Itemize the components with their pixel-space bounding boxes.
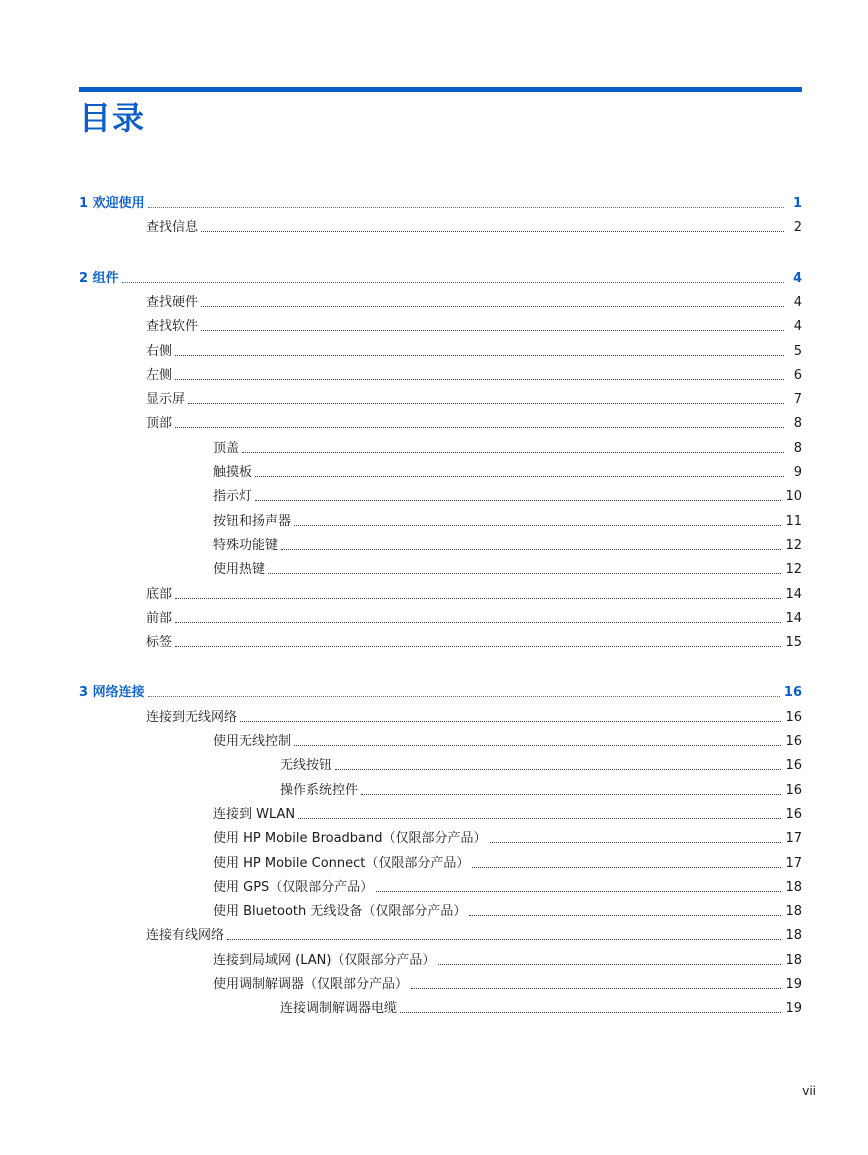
toc-entry-page-number: 14 xyxy=(785,610,802,626)
toc-dot-leader xyxy=(400,1011,781,1013)
toc-entry-page-number: 16 xyxy=(785,806,802,822)
toc-entry[interactable] xyxy=(146,708,802,728)
toc-entry[interactable] xyxy=(146,926,802,946)
toc-entry-label: 连接调制解调器电缆 xyxy=(280,1001,398,1017)
toc-dot-leader xyxy=(294,744,781,746)
toc-dot-leader xyxy=(175,354,784,356)
toc-entry-page-number: 4 xyxy=(793,319,802,335)
toc-entry[interactable] xyxy=(280,781,802,801)
toc-entry-label: 使用 GPS（仅限部分产品） xyxy=(213,879,374,895)
toc-dot-leader xyxy=(438,963,781,965)
toc-dot-leader xyxy=(298,817,781,819)
toc-entry-page-number: 18 xyxy=(785,879,802,895)
toc-entry-label: 标签 xyxy=(146,635,173,651)
toc-entry[interactable] xyxy=(146,390,802,410)
toc-dot-leader xyxy=(335,768,781,770)
toc-dot-leader xyxy=(175,597,781,599)
toc-entry-label: 右侧 xyxy=(146,343,173,359)
toc-chapter-entry[interactable] xyxy=(79,269,802,289)
toc-dot-leader xyxy=(175,426,784,428)
toc-entry-page-number: 16 xyxy=(785,734,802,749)
toc-entry-page-number: 16 xyxy=(785,758,802,774)
toc-entry-page-number: 6 xyxy=(793,367,802,383)
toc-entry-page-number: 15 xyxy=(785,635,802,651)
toc-entry-label: 显示屏 xyxy=(146,392,186,408)
toc-dot-leader xyxy=(268,572,781,574)
toc-entry-page-number: 19 xyxy=(785,1001,802,1017)
toc-entry-page-number: 8 xyxy=(793,440,802,456)
toc-entry-page-number: 12 xyxy=(785,562,802,578)
toc-entry-page-number: 2 xyxy=(793,220,802,236)
toc-dot-leader xyxy=(122,281,784,283)
toc-entry-page-number: 18 xyxy=(785,904,802,920)
toc-entry[interactable] xyxy=(213,439,802,459)
toc-entry[interactable] xyxy=(213,732,802,752)
toc-entry-label: 使用 Bluetooth 无线设备（仅限部分产品） xyxy=(213,904,467,920)
toc-entry[interactable] xyxy=(213,975,802,995)
toc-entry[interactable] xyxy=(280,756,802,776)
toc-entry[interactable] xyxy=(213,560,802,580)
toc-entry-label: 连接到 WLAN xyxy=(213,806,296,822)
toc-entry-label: 使用热键 xyxy=(213,562,266,578)
page-number: vii xyxy=(802,1084,816,1098)
toc-entry-label: 底部 xyxy=(146,586,173,602)
toc-entry-label: 查找信息 xyxy=(146,220,199,236)
toc-entry-page-number: 17 xyxy=(785,855,802,871)
toc-entry-label: 使用调制解调器（仅限部分产品） xyxy=(213,977,409,992)
toc-entry-label: 1 欢迎使用 xyxy=(79,196,145,211)
toc-dot-leader xyxy=(376,890,781,892)
toc-entry-page-number: 16 xyxy=(783,685,802,701)
toc-entry-label: 操作系统控件 xyxy=(280,782,359,798)
toc-chapter-entry[interactable] xyxy=(79,194,802,214)
toc-dot-leader xyxy=(240,720,781,722)
toc-dot-leader xyxy=(255,499,781,501)
toc-dot-leader xyxy=(255,475,784,477)
toc-entry-page-number: 19 xyxy=(785,977,802,992)
toc-entry[interactable] xyxy=(146,585,802,605)
toc-dot-leader xyxy=(361,793,781,795)
toc-entry[interactable] xyxy=(213,829,802,849)
toc-entry-page-number: 4 xyxy=(793,294,802,310)
toc-entry-page-number: 11 xyxy=(785,513,802,529)
toc-entry-label: 左侧 xyxy=(146,367,173,383)
toc-dot-leader xyxy=(175,621,781,623)
toc-dot-leader xyxy=(472,866,781,868)
toc-entry-label: 特殊功能键 xyxy=(213,537,279,553)
toc-entry-label: 无线按钮 xyxy=(280,758,333,774)
toc-entry[interactable] xyxy=(146,317,802,337)
toc-entry-page-number: 18 xyxy=(785,952,802,968)
toc-dot-leader xyxy=(201,329,784,331)
toc-entry-label: 按钮和扬声器 xyxy=(213,513,292,529)
toc-entry-page-number: 16 xyxy=(785,709,802,725)
toc-entry[interactable] xyxy=(213,805,802,825)
toc-entry-page-number: 1 xyxy=(792,196,802,211)
toc-entry-label: 查找软件 xyxy=(146,319,199,335)
toc-dot-leader xyxy=(201,230,784,232)
toc-dot-leader xyxy=(148,206,784,208)
toc-entry-page-number: 4 xyxy=(792,270,802,286)
toc-entry[interactable] xyxy=(213,951,802,971)
toc-dot-leader xyxy=(242,451,784,453)
toc-entry-label: 2 组件 xyxy=(79,270,119,286)
toc-entry[interactable] xyxy=(146,293,802,313)
toc-dot-leader xyxy=(490,841,782,843)
toc-entry[interactable] xyxy=(146,342,802,362)
toc-entry-page-number: 10 xyxy=(785,489,802,505)
toc-entry-page-number: 12 xyxy=(785,537,802,553)
toc-entry[interactable] xyxy=(146,218,802,238)
toc-entry-page-number: 17 xyxy=(785,831,802,847)
toc-entry-page-number: 5 xyxy=(793,343,802,359)
toc-dot-leader xyxy=(175,645,781,647)
toc-dot-leader xyxy=(294,524,781,526)
toc-entry-label: 前部 xyxy=(146,610,173,626)
toc-entry[interactable] xyxy=(146,633,802,653)
toc-entry[interactable] xyxy=(146,366,802,386)
toc-entry-label: 连接到无线网络 xyxy=(146,709,238,725)
toc-entry-page-number: 14 xyxy=(785,586,802,602)
title-rule xyxy=(79,87,802,92)
toc-dot-leader xyxy=(188,402,784,404)
toc-entry[interactable] xyxy=(213,854,802,874)
toc-dot-leader xyxy=(201,305,784,307)
toc-entry-label: 使用 HP Mobile Connect（仅限部分产品） xyxy=(213,855,470,871)
toc-dot-leader xyxy=(175,378,784,380)
toc-entry[interactable] xyxy=(213,902,802,922)
toc-entry[interactable] xyxy=(280,999,802,1019)
toc-entry[interactable] xyxy=(213,512,802,532)
toc-entry-page-number: 18 xyxy=(785,928,802,944)
toc-entry-label: 连接到局域网 (LAN)（仅限部分产品） xyxy=(213,952,436,968)
toc-chapter-entry[interactable] xyxy=(79,683,802,703)
toc-entry[interactable] xyxy=(213,878,802,898)
toc-entry-label: 使用 HP Mobile Broadband（仅限部分产品） xyxy=(213,831,487,847)
toc-entry-label: 查找硬件 xyxy=(146,294,199,310)
toc-entry-label: 顶盖 xyxy=(213,440,240,456)
toc-entry-label: 连接有线网络 xyxy=(146,928,225,944)
toc-entry[interactable] xyxy=(213,536,802,556)
toc-entry-label: 顶部 xyxy=(146,416,173,432)
toc-dot-leader xyxy=(411,987,781,989)
toc-entry-page-number: 16 xyxy=(785,782,802,798)
toc-entry-label: 指示灯 xyxy=(213,489,253,505)
toc-entry[interactable] xyxy=(213,463,802,483)
toc-entry[interactable] xyxy=(146,414,802,434)
toc-dot-leader xyxy=(469,914,781,916)
toc-entry-label: 3 网络连接 xyxy=(79,685,145,701)
toc-entry[interactable] xyxy=(213,487,802,507)
page-title: 目录 xyxy=(79,99,146,137)
toc-entry-label: 使用无线控制 xyxy=(213,734,292,749)
toc-entry-page-number: 8 xyxy=(793,416,802,432)
toc-entry[interactable] xyxy=(146,609,802,629)
toc-dot-leader xyxy=(148,695,780,697)
toc-entry-page-number: 7 xyxy=(793,392,802,408)
toc-entry-page-number: 9 xyxy=(793,465,802,480)
toc-entry-label: 触摸板 xyxy=(213,465,253,480)
toc-dot-leader xyxy=(281,548,781,550)
toc-dot-leader xyxy=(227,938,781,940)
